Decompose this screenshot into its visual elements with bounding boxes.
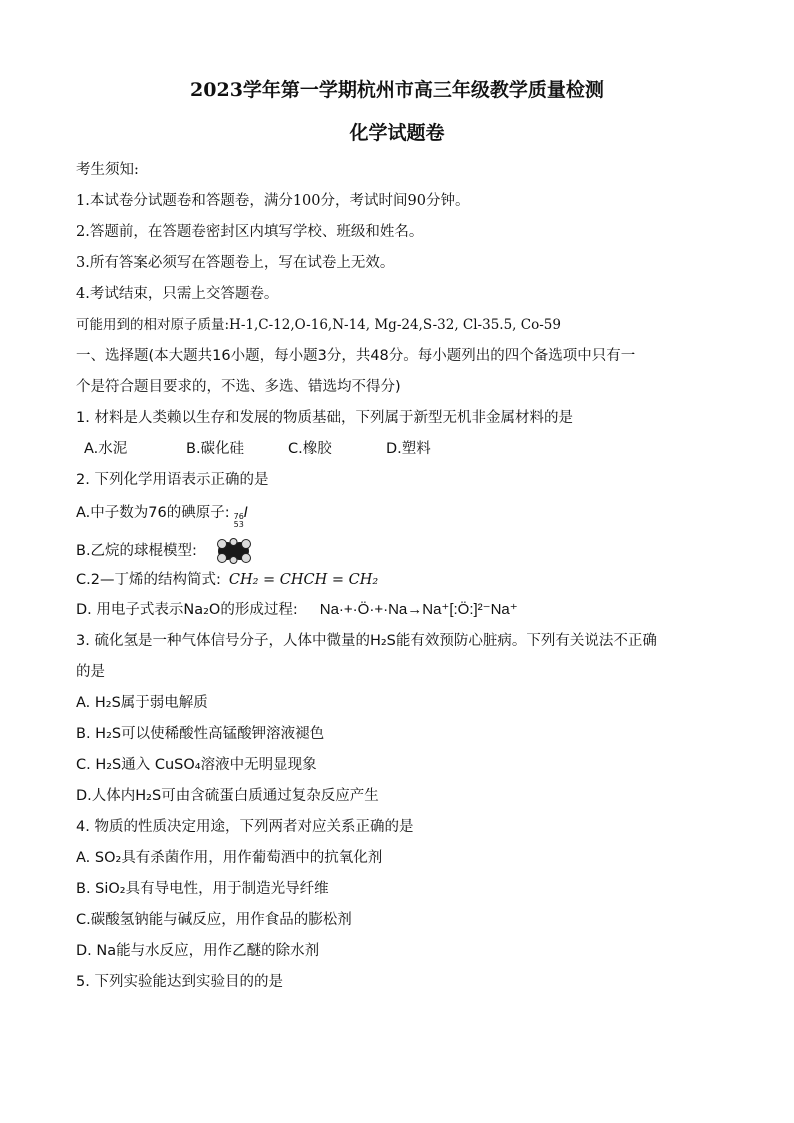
electron-formula-equation: Na·+·Ö·+·Na→Na⁺[:Ö:]²⁻Na⁺ [319,601,518,618]
q3-stem-line2: 的是 [76,664,105,680]
notice-item-3: 3.所有答案必须写在答题卷上，写在试卷上无效。 [76,255,395,271]
q3-option-d: D.人体内H₂S可由含硫蛋白质通过复杂反应产生 [76,788,379,804]
q1-stem: 1. 材料是人类赖以生存和发展的物质基础，下列属于新型无机非金属材料的是 [76,410,573,426]
ball-stick-model-icon [214,538,254,564]
q2-option-a [76,503,248,529]
q2-stem: 2. 下列化学用语表示正确的是 [76,472,269,488]
element-symbol: I [243,505,248,521]
q2-option-b [76,538,254,564]
notice-heading: 考生须知: [76,162,139,178]
section1-line2: 个是符合题目要求的，不选、多选、错选均不得分) [76,379,401,395]
butadiene-formula: CH₂ = CHCH = CH₂ [228,572,379,588]
q1-option-a: A.水泥 [84,441,128,457]
exam-title: 2023学年第一学期杭州市高三年级教学质量检测 [190,79,604,101]
q4-stem: 4. 物质的性质决定用途，下列两者对应关系正确的是 [76,819,414,835]
mass-number: 76 [233,512,244,521]
q1-option-d: D.塑料 [386,441,431,457]
q4-option-d: D. Na能与水反应，用作乙醚的除水剂 [76,943,320,959]
notice-item-2: 2.答题前，在答题卷密封区内填写学校、班级和姓名。 [76,224,424,240]
q3-option-b: B. H₂S可以使稀酸性高锰酸钾溶液褪色 [76,726,325,742]
q2-option-a-text: A.中子数为76的碘原子: [76,505,230,521]
atomic-number: 53 [233,520,244,529]
q4-option-b: B. SiO₂具有导电性，用于制造光导纤维 [76,881,329,897]
q2-option-d [76,600,518,620]
exam-subtitle: 化学试题卷 [349,122,445,144]
q2-option-c-text: C.2—丁烯的结构简式: [76,572,221,588]
q5-stem: 5. 下列实验能达到实验目的的是 [76,974,283,990]
q4-option-c: C.碳酸氢钠能与碱反应，用作食品的膨松剂 [76,912,352,928]
q3-option-c: C. H₂S通入 CuSO₄溶液中无明显现象 [76,757,317,773]
notice-item-1: 1.本试卷分试题卷和答题卷，满分100分，考试时间90分钟。 [76,193,470,209]
q1-option-b: B.碳化硅 [186,441,245,457]
q3-option-a: A. H₂S属于弱电解质 [76,695,208,711]
q2-option-d-text: D. 用电子式表示Na₂O的形成过程: [76,602,298,618]
section1-line1: 一、选择题(本大题共16小题，每小题3分，共48分。每小题列出的四个备选项中只有一 [76,348,636,364]
q2-option-b-text: B.乙烷的球棍模型: [76,543,197,559]
q4-option-a: A. SO₂具有杀菌作用，用作葡萄酒中的抗氧化剂 [76,850,383,866]
q2-option-c [76,570,378,590]
iodine-isotope-notation [234,513,244,529]
atomic-masses: 可能用到的相对原子质量:H-1,C-12,O-16,N-14, Mg-24,S-32, Cl-35.5, Co-59 [76,317,561,333]
q3-stem-line1: 3. 硫化氢是一种气体信号分子，人体中微量的H₂S能有效预防心脏病。下列有关说法不正确 [76,633,657,649]
q1-option-c: C.橡胶 [288,441,332,457]
notice-item-4: 4.考试结束，只需上交答题卷。 [76,286,279,302]
